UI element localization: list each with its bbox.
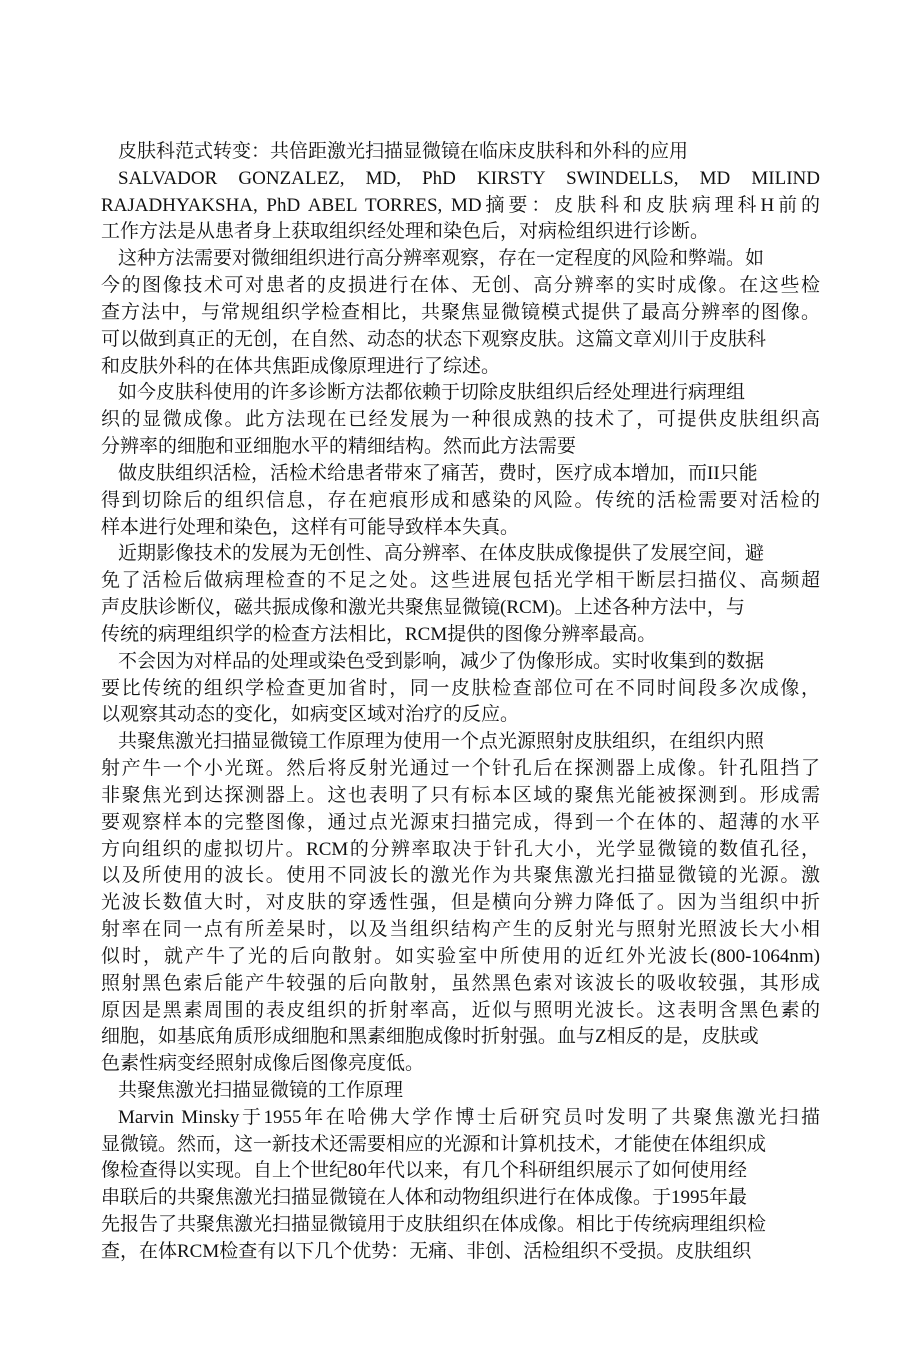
text-line: 如今皮肤科使用的许多诊断方法都依赖于切除皮肤组织后经处理进行病理组 <box>118 382 746 404</box>
text-line: 先报告了共聚焦激光扫描显微镜用于皮肤组织在体成像。相比于传统病理组织检 <box>101 1214 767 1236</box>
text-line: 样本进行处理和染色，这样有可能导致样本失真。 <box>101 516 520 538</box>
text-line: 以及所使用的波长。使用不同波长的激光作为共聚焦激光扫描显微镜的光源。激 <box>101 865 820 887</box>
text-line: 和皮肤外科的在体共焦距成像原理进行了综述。 <box>101 355 501 377</box>
text-line: 照射黑色索后能产牛较强的后向散射，虽然黑色索对该波长的吸收较强，其形成 <box>101 972 820 994</box>
text-line: 查，在体RCM检查有以下几个优势：无痛、非创、活检组织不受损。皮肤组织 <box>101 1240 752 1262</box>
text-line: 工作方法是从患者身上获取组织经处理和染色后，对病检组织进行诊断。 <box>101 221 710 243</box>
section-heading: 共聚焦激光扫描显微镜的工作原理 <box>118 1079 404 1101</box>
text-line: 光波长数值大时，对皮肤的穿透性强，但是横向分辨力降低了。因为当组织中折 <box>101 892 820 914</box>
text-line: 显微镜。然而，这一新技术还需要相应的光源和计算机技术，才能使在体组织成 <box>101 1133 767 1155</box>
text-line: 色素性病变经照射成像后图像亮度低。 <box>101 1053 425 1075</box>
text-line: 查方法中，与常规组织学检查相比，共聚焦显微镜模式提供了最高分辨率的图像。 <box>101 301 820 323</box>
text-line: 今的图像技术可对患者的皮损进行在体、无创、高分辨率的实时成像。在这些检 <box>101 275 820 297</box>
text-line: 串联后的共聚焦激光扫描显微镜在人体和动物组织进行在体成像。于1995年最 <box>101 1187 748 1209</box>
text-line: 得到切除后的组织信息，存在疤痕形成和感染的风险。传统的活检需要对活检的 <box>101 489 820 511</box>
text-line: 不会因为对样品的处理或染色受到影响，减少了伪像形成。实时收集到的数据 <box>118 650 765 672</box>
text-line: Marvin Minsky于1955年在哈佛大学作博士后研究员吋发明了共聚焦激光扫描 <box>118 1106 820 1128</box>
text-line: 似时，就产牛了光的后向散射。如实验室中所使用的近红外光波长(800-1064nm) <box>101 945 820 967</box>
text-line: 要观察样本的完整图像，通过点光源束扫描完成，得到一个在体的、超薄的水平 <box>101 811 820 833</box>
text-line: 声皮肤诊断仪，磁共振成像和激光共聚焦显微镜(RCM)。上述各种方法中，与 <box>101 597 745 619</box>
text-line: RAJADHYAKSHA, PhD ABEL TORRES, MD摘要：皮肤科和皮肤病理科H前的 <box>101 194 820 216</box>
text-line: 像检查得以实现。自上个世纪80年代以来，有几个科研组织展示了如何使用经 <box>101 1160 748 1182</box>
document-title: 皮肤科范式转变：共倍距激光扫描显微镜在临床皮肤科和外科的应用 <box>118 141 689 162</box>
text-line: 织的显微成像。此方法现在已经发展为一种很成熟的技术了，可提供皮肤组织高 <box>101 409 820 431</box>
document-body <box>101 139 820 1266</box>
text-line: 免了活检后做病理检查的不足之处。这些进展包括光学相干断层扫描仪、高频超 <box>101 570 820 592</box>
text-line: 细胞，如基底角质形成细胞和黑素细胞成像时折射强。血与Z相反的是，皮肤或 <box>101 1026 759 1048</box>
text-line: 可以做到真正的无创，在自然、动态的状态下观察皮肤。这篇文章刈川于皮肤科 <box>101 328 767 350</box>
text-line: 这种方法需要对微细组织进行高分辨率观察，存在一定程度的风险和弊端。如 <box>118 248 765 270</box>
text-line: 方向组织的虚拟切片。RCM的分辨率取决于针孔大小，光学显微镜的数值孔径， <box>101 838 820 860</box>
text-line: 做皮肤组织活检，活检术给患者带來了痛苦，费时，医疗成本增加，而II只能 <box>118 462 758 484</box>
text-line: 要比传统的组织学检查更加省时，同一皮肤检查部位可在不同时间段多次成像， <box>101 677 820 699</box>
text-line: 以观察其动态的变化，如病变区域对治疗的反应。 <box>101 704 520 726</box>
text-line: 传统的病理组织学的检查方法相比，RCM提供的图像分辨率最高。 <box>101 623 657 645</box>
text-line: 非聚焦光到达探测器上。这也表明了只有标本区域的聚焦光能被探测到。形成需 <box>101 784 820 806</box>
text-line: 原因是黑素周围的表皮组织的折射率高，近似与照明光波长。这表明含黑色素的 <box>101 999 820 1021</box>
text-line: 射产牛一个小光斑。然后将反射光通过一个针孔后在探测器上成像。针孔阻挡了 <box>101 758 820 780</box>
text-line: 分辨率的细胞和亚细胞水平的精细结构。然而此方法需要 <box>101 436 577 458</box>
text-line: 射率在同一点有所差杲时，以及当组织结构产生的反射光与照射光照波长大小相 <box>101 919 820 941</box>
text-line: 近期影像技术的发展为无创性、高分辨率、在体皮肤成像提供了发展空间，避 <box>118 543 765 565</box>
authors-line: SALVADOR GONZALEZ, MD, PhD KIRSTY SWINDELLS, MD MILIND <box>118 167 820 189</box>
text-line: 共聚焦激光扫描显微镜工作原理为使用一个点光源照射皮肤组织，在组织内照 <box>118 731 765 753</box>
